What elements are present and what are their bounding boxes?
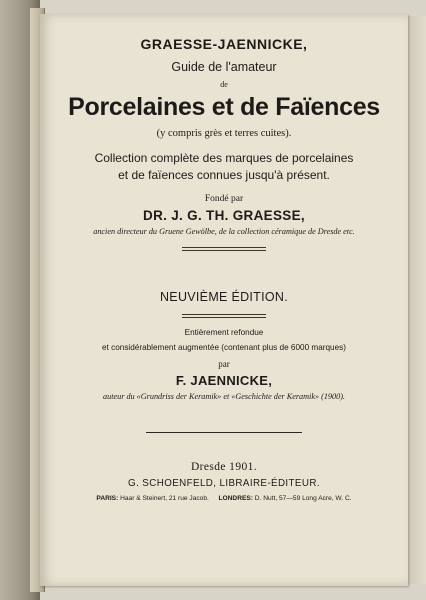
london-address: D. Nutt, 57—59 Long Acre, W. C. [254,495,352,502]
addresses-line [40,495,408,502]
double-rule-bottom-2 [182,317,266,318]
page-stack-edge [408,16,426,584]
double-rule-bottom-1 [182,314,266,315]
city-year: Dresde 1901. [190,461,258,473]
revised-line-1: Entièrement refondue [184,328,264,337]
paris-label: PARIS: [96,495,119,502]
title-page [40,14,408,586]
revised-line-2: et considérablement augmentée (contenant plus de 6000 marques) [102,343,346,352]
guide-line: Guide de l'amateur [171,60,277,74]
collection-line-2: et de faïences connues jusqu'à présent. [118,168,330,182]
founder-description: ancien directeur du Gruene Gewölbe, de la collection céramique de Dresde etc. [93,227,355,236]
subtitle: (y compris grès et terres cuites). [156,128,292,139]
london-label: LONDRES: [218,495,253,502]
reviser-description: auteur du «Grundriss der Keramik» et «Geschichte der Keramik» (1900). [103,392,345,401]
de-line: de [220,80,228,89]
edition-heading: NEUVIÈME ÉDITION. [159,290,289,304]
founded-by-label: Fondé par [204,194,244,204]
publisher-line: G. SCHOENFELD, LIBRAIRE-ÉDITEUR. [128,478,320,489]
founder-name: DR. J. G. TH. GRAESSE, [143,208,305,223]
double-rule-top-2 [182,250,266,251]
collection-line-1: Collection complète des marques de porcelaines [94,151,354,165]
reviser-name: F. JAENNICKE, [175,373,273,388]
separator-rule [146,432,302,433]
authors-heading: GRAESSE-JAENNICKE, [140,36,308,52]
by-label: par [218,359,230,369]
paris-address: Haar & Steinert, 21 rue Jacob. [120,495,209,502]
double-rule-top-1 [182,247,266,248]
main-title: Porcelaines et de Faïences [68,93,380,121]
